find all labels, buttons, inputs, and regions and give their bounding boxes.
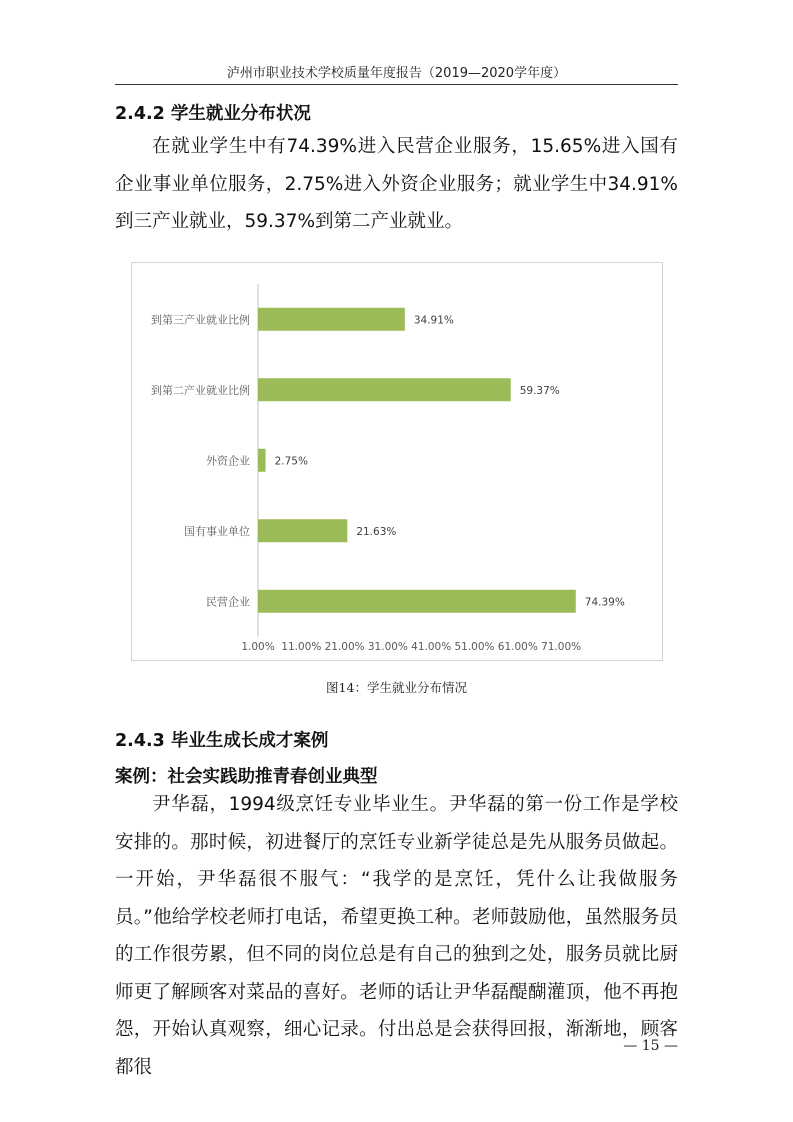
case-title: 案例：社会实践助推青春创业典型 (115, 767, 378, 787)
data-label: 34.91% (413, 314, 454, 327)
bar (258, 378, 511, 401)
bar-chart-svg (132, 263, 664, 662)
paragraph-case-story: 尹华磊，1994级烹饪专业毕业生。尹华磊的第一份工作是学校安排的。那时候，初进餐厅的烹饪专业新学徒总是先从服务员做起。一开始，尹华磊很不服气：“我学的是烹饪，凭什么让我做服务员。”他给学校老师打电话，希望更换工种。老师鼓励他，虽然服务员的工作很劳累，但不同的岗位总是有自己的独到之处，服务员就比厨师更了解顾客对菜品的喜好。老师的话让尹华磊醍醐灌顶，他不再抱怨，开始认真观察，细心记录。付出总是会获得回报，渐渐地，顾客都很 (115, 794, 678, 1078)
data-label: 21.63% (356, 525, 397, 538)
figure-caption: 图14：学生就业分布情况 (326, 680, 467, 695)
page-number: — 15 — (623, 1038, 678, 1054)
bar (258, 519, 347, 542)
category-label: 到第三产业就业比例 (151, 313, 250, 327)
data-label: 59.37% (519, 384, 560, 397)
section-heading-242: 2.4.2 学生就业分布状况 (115, 104, 311, 124)
category-label: 国有事业单位 (184, 524, 250, 538)
x-tick-label: 11.00% (281, 641, 322, 653)
paragraph-employment-distribution: 在就业学生中有74.39%进入民营企业服务，15.65%进入国有企业事业单位服务，2.75%进入外资企业服务；就业学生中34.91%到三产业就业，59.37%到第二产业就业。 (115, 136, 678, 232)
data-label: 74.39% (584, 596, 625, 609)
bar (258, 308, 405, 331)
x-tick-label: 71.00% (541, 641, 582, 653)
bar (258, 590, 576, 613)
category-label: 民营企业 (206, 595, 250, 609)
header-rule (115, 84, 678, 85)
x-tick-label: 61.00% (497, 641, 538, 653)
category-label: 到第二产业就业比例 (151, 383, 250, 397)
x-tick-label: 41.00% (411, 641, 452, 653)
bar (258, 449, 266, 472)
x-tick-label: 21.00% (324, 641, 365, 653)
data-label: 2.75% (274, 455, 308, 468)
x-tick-label: 51.00% (454, 641, 495, 653)
category-label: 外资企业 (206, 454, 250, 468)
employment-distribution-chart (131, 262, 663, 661)
section-heading-243: 2.4.3 毕业生成长成才案例 (115, 731, 329, 751)
running-header: 泸州市职业技术学校质量年度报告（2019—2020学年度） (226, 66, 567, 81)
x-tick-label: 31.00% (367, 641, 408, 653)
x-tick-label: 1.00% (241, 641, 275, 653)
